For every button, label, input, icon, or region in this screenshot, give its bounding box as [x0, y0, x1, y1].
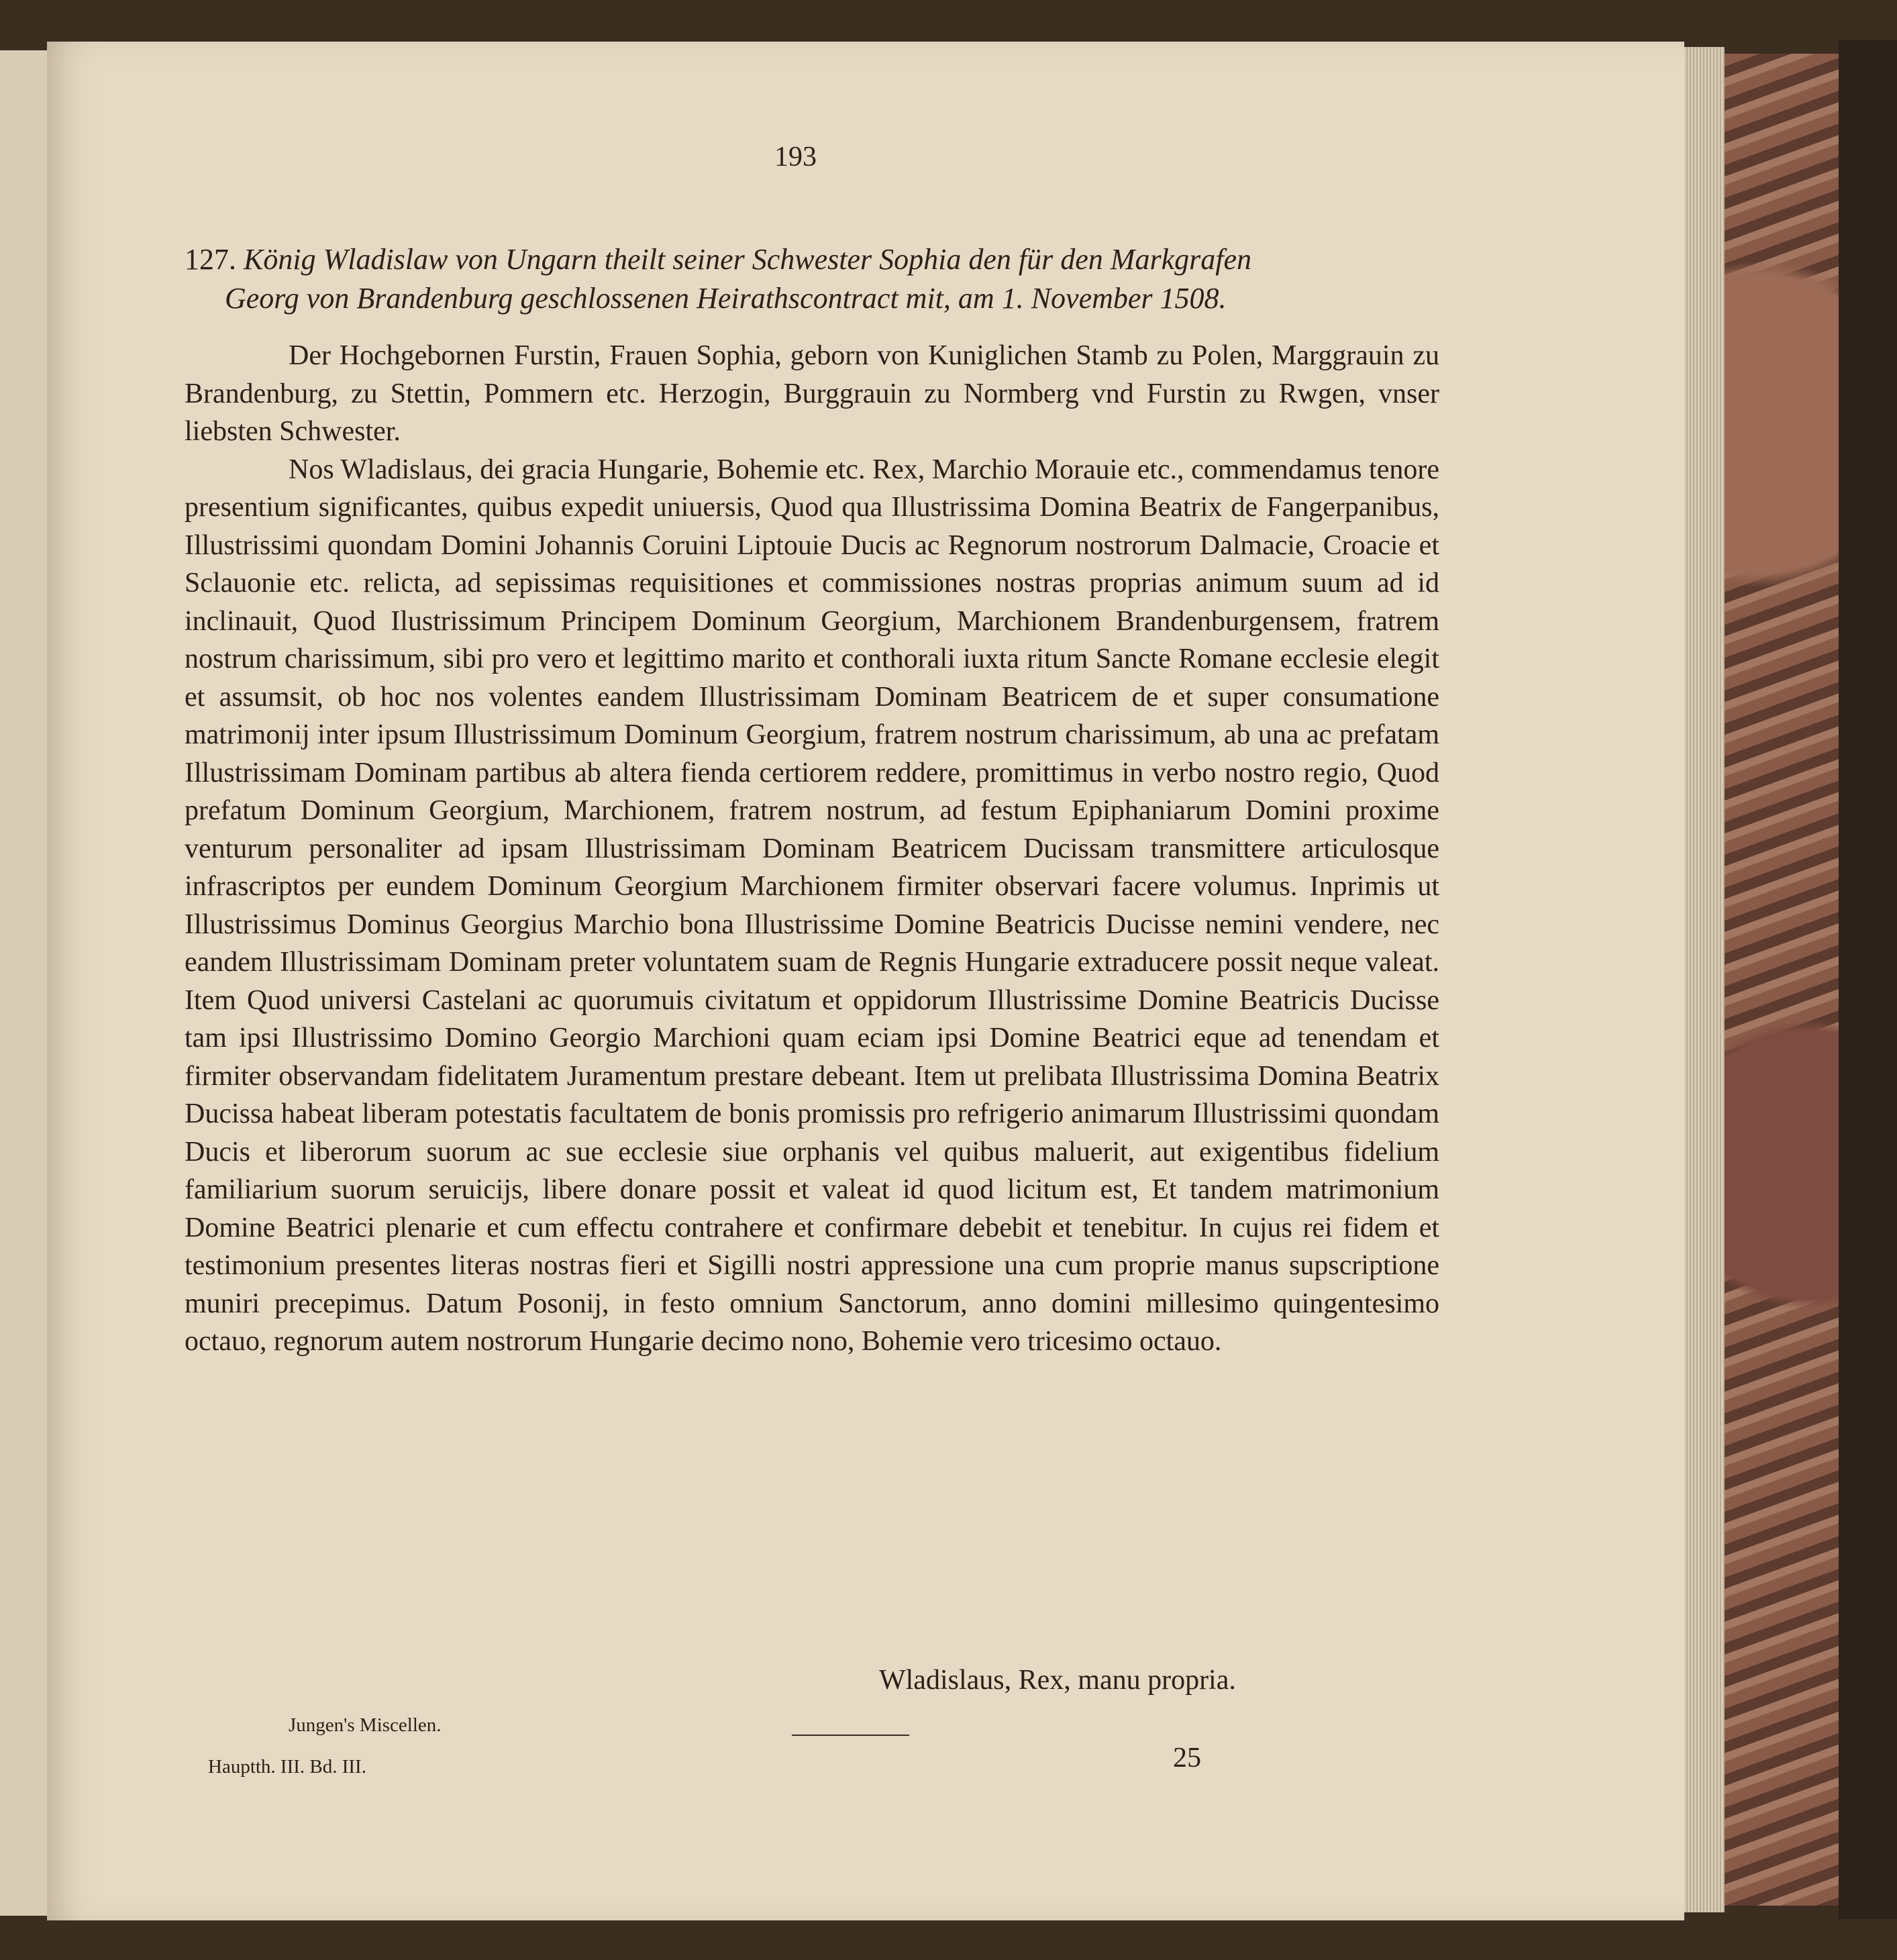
marbled-cover — [1725, 54, 1845, 1906]
document-number: 127. — [185, 243, 236, 276]
sheet-number: 25 — [1173, 1743, 1201, 1773]
footer-line1: Jungen's Miscellen. — [289, 1714, 442, 1736]
signature-line: Wladislaus, Rex, manu propria. — [879, 1665, 1236, 1696]
left-page-edge — [0, 50, 48, 1916]
heading-title-line2: Georg von Brandenburg geschlossenen Heirathscontract mit, am 1. November 1508. — [225, 282, 1227, 315]
document-heading — [185, 240, 1446, 318]
letter-paragraph: Nos Wladislaus, dei gracia Hungarie, Bohemie etc. Rex, Marchio Morauie etc., commendamus tenore presentium significantes, quibus expedit uniuersis, Quod qua Illustrissima Domina Beatrix de Fangerpanibus, Illustrissimi quondam Domini Johannis Coruini Liptouie Ducis ac Regnorum nostrorum Dalmacie, Croacie et Sclauonie etc. relicta, ad sepissimas requisitiones et commissiones nostras proprias animum suum ad id inclinauit, Quod Ilustrissimum Principem Dominum Georgium, Marchionem Brandenburgensem, fratrem nostrum charissimum, sibi pro vero et legittimo marito et conthorali iuxta ritum Sancte Romane ecclesie elegit et assumsit, ob hoc nos volentes eandem Illustrissimam Dominam Beatricem de et super consumatione matrimonij inter ipsum Illustrissimum Dominum Georgium, fratrem nostrum charissimum, ab una ac prefatam Illustrissimam Dominam partibus ab altera fienda certiorem reddere, promittimus in verbo nostro regio, Quod prefatum Dominum Georgium, Marchionem, fratrem nostrum, ad festum Epiphaniarum Domini proxime venturum personaliter ad ipsam Illustrissimam Dominam Beatricem Ducissam transmittere articulosque infrascriptos per eundem Dominum Georgium Marchionem firmiter observari facere volumus. Inprimis ut Illustrissimus Dominus Georgius Marchio bona Illustrissime Domine Beatricis Ducisse nemini vendere, nec eandem Illustrissimam Dominam preter voluntatem suam de Regnis Hungarie extraducere possit neque valeat. Item Quod universi Castelani ac quorumuis civitatum et oppidorum Illustrissime Domine Beatricis Ducisse tam ipsi Illustrissimo Domino Georgio Marchioni quam eciam ipsi Domine Beatrici eque ad tenendam et firmiter observandam fidelitatem Juramentum prestare debeant. Item ut prelibata Illustrissima Domina Beatrix Ducissa habeat liberam potestatis facultatem de bonis promissis pro refrigerio animarum Illustrissimi quondam Ducis et liberorum suorum ac sue ecclesie siue orphanis vel quibus maluerit, aut exigentibus fidelium familiarium suorum seruicijs, libere donare possit et valeat id quod licitum est, Et tandem matrimonium Domine Beatrici plenarie et cum effectu contrahere et confirmare debebit et tenebitur. In cujus rei fidem et testimonium presentes literas nostras fieri et Sigilli nostri appressione una cum proprie manus supscriptione muniri precepimus. Datum Posonij, in festo omnium Sanctorum, anno domini millesimo quingentesimo octauo, regnorum autem nostrorum Hungarie decimo nono, Bohemie vero tricesimo octauo. — [185, 454, 1439, 1357]
address-paragraph: Der Hochgebornen Furstin, Frauen Sophia, geborn von Kuniglichen Stamb zu Polen, Marggrauin zu Brandenburg, zu Stettin, Pommern etc. Herzogin, Burggrauin zu Normberg vnd Furstin zu Rwgen, vnser liebsten Schwester. — [185, 340, 1439, 447]
document-body — [185, 337, 1439, 1361]
footer-left — [208, 1704, 442, 1788]
footer-rule — [792, 1735, 909, 1736]
footer-line2: Hauptth. III. Bd. III. — [208, 1756, 366, 1777]
page-edges — [1684, 47, 1725, 1912]
heading-title-line1: König Wladislaw von Ungarn theilt seiner Schwester Sophia den für den Markgrafen — [244, 243, 1251, 276]
book-spine — [1839, 40, 1897, 1919]
page-number: 193 — [774, 142, 817, 172]
